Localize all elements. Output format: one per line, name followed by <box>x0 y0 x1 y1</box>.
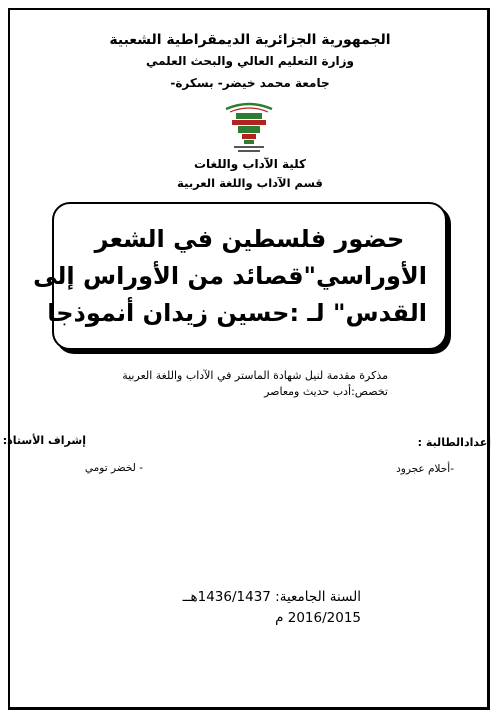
academic-year-gregorian: 2016/2015 م <box>275 610 361 626</box>
thesis-title-line-1: حضور فلسطين في الشعر <box>94 224 405 253</box>
university-emblem-icon <box>218 97 280 155</box>
supervisor-label: إشراف الأستاذ: <box>2 434 86 447</box>
supervisor-name: - لخضر تومي <box>84 462 143 474</box>
student-name: -أحلام عجرود <box>396 463 454 475</box>
republic-heading: الجمهورية الجزائرية الديمقراطية الشعبية <box>109 32 391 48</box>
ministry-heading: وزارة التعليم العالي والبحث العلمي <box>145 54 355 68</box>
thesis-title-box <box>33 202 447 350</box>
university-heading: جامعة محمد خيضر- بسكرة- <box>170 76 330 90</box>
faculty-heading: كلية الآداب واللغات <box>193 157 307 171</box>
department-heading: قسم الآداب واللغة العربية <box>177 176 323 190</box>
thesis-title-line-3: القدس" لـ :حسين زيدان أنموذجا <box>47 298 427 327</box>
thesis-title-line-2: الأوراسي"قصائد من الأوراس إلى <box>33 261 427 290</box>
memo-description: مذكرة مقدمة لنيل شهادة الماستر في الآداب واللغة العربية <box>122 369 388 382</box>
memo-specialization: تخصص:أدب حديث ومعاصر <box>264 385 388 398</box>
student-label: إعدادالطالبة : <box>417 436 491 449</box>
academic-year-hijri: السنة الجامعية: 1436/1437هــ <box>182 589 361 605</box>
